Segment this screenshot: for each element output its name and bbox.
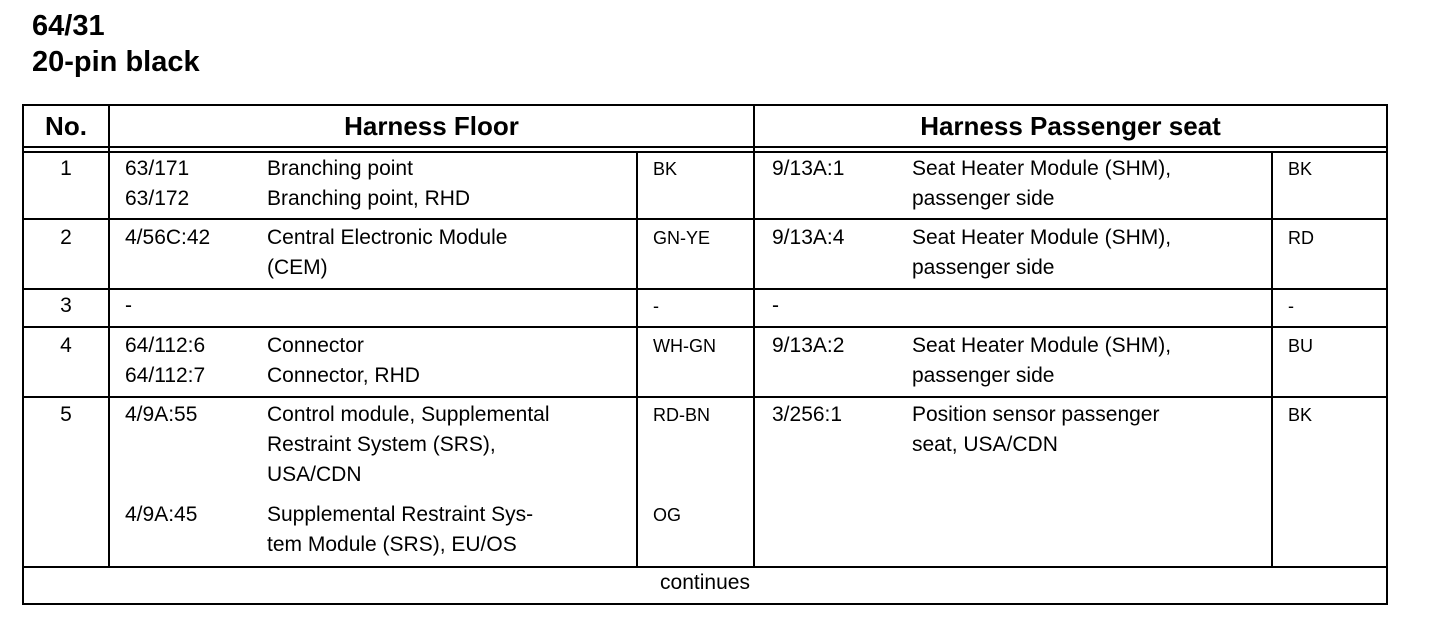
- row-1-floor-ref-1: 63/171: [125, 157, 190, 180]
- header-rule-2: [24, 151, 1386, 153]
- row-2-pass-color: RD: [1288, 228, 1314, 248]
- row-4-pass-ref: 9/13A:2: [772, 334, 845, 357]
- row-1-floor-color: BK: [653, 159, 678, 179]
- row-1-pass-desc-2: passenger side: [912, 187, 1055, 210]
- row-1-pass-ref: 9/13A:1: [772, 157, 845, 180]
- divider-pass-color: [1271, 153, 1273, 566]
- row-5-pass-color: BK: [1288, 405, 1313, 425]
- row-4-no: 4: [60, 334, 72, 357]
- row-2-pass-desc-1: Seat Heater Module (SHM),: [912, 226, 1172, 249]
- connector-number: 64/31: [32, 10, 105, 42]
- row-5-pass-ref: 3/256:1: [772, 403, 843, 426]
- connector-pin-table: [22, 104, 1388, 605]
- row-4-floor-ref-2: 64/112:7: [125, 364, 206, 387]
- row-2-pass-desc-2: passenger side: [912, 256, 1055, 279]
- row-4-floor-color: WH-GN: [653, 336, 716, 356]
- row-4-pass-color: BU: [1288, 336, 1314, 356]
- row-4-pass-desc-1: Seat Heater Module (SHM),: [912, 334, 1172, 357]
- row-divider: [24, 326, 1386, 328]
- header-harness-floor: Harness Floor: [344, 110, 519, 141]
- row-1-no: 1: [60, 157, 72, 180]
- row-4-pass-desc-2: passenger side: [912, 364, 1055, 387]
- row-divider: [24, 396, 1386, 398]
- row-2-floor-color: GN-YE: [653, 228, 711, 248]
- row-5-floor-desc-2: Restraint System (SRS),: [267, 433, 496, 456]
- row-5-floor-desc-b2: tem Module (SRS), EU/OS: [267, 533, 517, 556]
- connector-description: 20-pin black: [32, 46, 200, 78]
- row-5-pass-desc-1: Position sensor passenger: [912, 403, 1160, 426]
- header-no: No.: [45, 110, 87, 141]
- row-3-no: 3: [60, 294, 72, 317]
- row-5-floor-color-b: OG: [653, 505, 682, 525]
- row-divider: [24, 288, 1386, 290]
- header-rule-1: [24, 146, 1386, 148]
- row-1-floor-desc-1: Branching point: [267, 157, 413, 180]
- row-2-floor-desc-1: Central Electronic Module: [267, 226, 508, 249]
- divider-floor-color: [636, 153, 638, 566]
- row-1-floor-ref-2: 63/172: [125, 187, 190, 210]
- row-5-floor-color: RD-BN: [653, 405, 710, 425]
- row-1-floor-desc-2: Branching point, RHD: [267, 187, 471, 210]
- row-3-floor-ref-1: -: [125, 294, 132, 317]
- row-3-floor-color: -: [653, 296, 659, 316]
- row-5-floor-desc-b1: Supplemental Restraint Sys-: [267, 503, 534, 526]
- row-1-pass-desc-1: Seat Heater Module (SHM),: [912, 157, 1172, 180]
- row-2-floor-ref-1: 4/56C:42: [125, 226, 211, 249]
- row-2-pass-ref: 9/13A:4: [772, 226, 845, 249]
- row-4-floor-desc-1: Connector: [267, 334, 364, 357]
- row-5-pass-desc-2: seat, USA/CDN: [912, 433, 1058, 456]
- continues-note: continues: [660, 571, 750, 594]
- document-title: [32, 8, 200, 80]
- row-2-floor-desc-2: (CEM): [267, 256, 328, 279]
- row-3-pass-color: -: [1288, 296, 1294, 316]
- row-4-floor-desc-2: Connector, RHD: [267, 364, 420, 387]
- row-5-floor-ref-1: 4/9A:55: [125, 403, 198, 426]
- row-5-floor-ref-b: 4/9A:45: [125, 503, 198, 526]
- row-3-pass-ref: -: [772, 294, 779, 317]
- row-2-no: 2: [60, 226, 72, 249]
- divider-harness: [753, 106, 755, 566]
- row-5-no: 5: [60, 403, 72, 426]
- divider-no: [108, 106, 110, 566]
- header-harness-passenger: Harness Passenger seat: [920, 110, 1221, 141]
- row-5-floor-desc-3: USA/CDN: [267, 463, 362, 486]
- row-5-floor-desc-1: Control module, Supplemental: [267, 403, 550, 426]
- row-4-floor-ref-1: 64/112:6: [125, 334, 206, 357]
- row-divider: [24, 218, 1386, 220]
- row-1-pass-color: BK: [1288, 159, 1313, 179]
